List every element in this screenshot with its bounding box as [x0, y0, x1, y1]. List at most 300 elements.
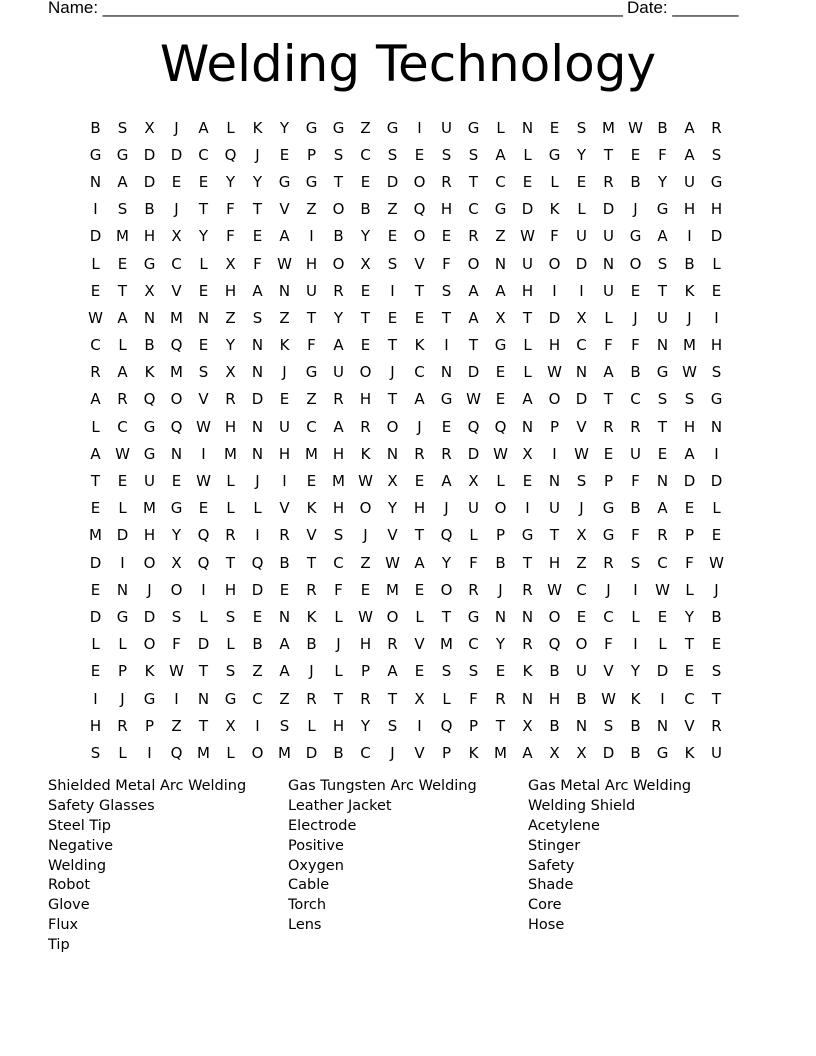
grid-letter: O: [386, 607, 399, 626]
grid-letter: S: [198, 363, 209, 382]
grid-letter: M: [224, 444, 237, 463]
grid-letter: E: [171, 472, 182, 491]
grid-letter: R: [333, 281, 344, 300]
grid-letter: T: [306, 553, 317, 572]
grid-letter: R: [603, 417, 614, 436]
grid-letter: O: [629, 254, 642, 273]
grid-letter: T: [657, 417, 668, 436]
word-list-item: Shielded Metal Arc Welding: [48, 778, 247, 794]
grid-letter: E: [360, 336, 371, 355]
grid-letter: L: [712, 499, 721, 518]
grid-letter: L: [307, 716, 316, 735]
header-line: [48, 0, 748, 20]
grid-letter: X: [414, 689, 425, 708]
grid-letter: C: [306, 417, 317, 436]
grid-letter: P: [495, 526, 506, 545]
grid-letter: W: [196, 417, 211, 436]
grid-letter: D: [197, 635, 210, 654]
grid-letter: D: [386, 172, 399, 191]
grid-letter: U: [711, 743, 722, 762]
grid-letter: L: [91, 254, 100, 273]
grid-letter: R: [333, 390, 344, 409]
grid-letter: L: [226, 743, 235, 762]
grid-letter: P: [468, 716, 479, 735]
grid-letter: V: [414, 635, 425, 654]
grid-letter: R: [441, 444, 452, 463]
grid-letter: G: [467, 607, 480, 626]
grid-letter: U: [522, 254, 533, 273]
grid-letter: L: [226, 118, 235, 137]
grid-letter: J: [633, 200, 638, 219]
grid-letter: Y: [252, 172, 263, 191]
grid-letter: F: [307, 336, 316, 355]
grid-letter: R: [603, 553, 614, 572]
grid-letter: X: [495, 308, 506, 327]
grid-letter: H: [710, 336, 723, 355]
grid-letter: K: [522, 662, 533, 681]
grid-letter: D: [656, 662, 669, 681]
grid-letter: B: [144, 336, 155, 355]
grid-letter: W: [115, 444, 130, 463]
grid-letter: O: [332, 254, 345, 273]
grid-letter: O: [548, 390, 561, 409]
grid-letter: T: [495, 716, 506, 735]
grid-letter: C: [657, 553, 668, 572]
grid-letter: G: [89, 145, 102, 164]
grid-letter: E: [441, 417, 452, 436]
grid-letter: N: [710, 417, 723, 436]
grid-letter: T: [198, 716, 209, 735]
grid-letter: X: [225, 716, 236, 735]
grid-letter: N: [494, 254, 507, 273]
grid-letter: B: [495, 553, 506, 572]
grid-letter: C: [414, 363, 425, 382]
grid-letter: C: [468, 635, 479, 654]
grid-letter: K: [414, 336, 425, 355]
grid-letter: G: [602, 526, 615, 545]
grid-letter: T: [711, 689, 722, 708]
grid-letter: R: [711, 716, 722, 735]
grid-letter: R: [360, 417, 371, 436]
grid-letter: T: [549, 526, 560, 545]
grid-letter: D: [89, 607, 102, 626]
grid-letter: E: [495, 363, 506, 382]
grid-letter: K: [684, 281, 695, 300]
word-list-item: Lens: [288, 917, 322, 934]
grid-letter: T: [684, 635, 695, 654]
grid-letter: T: [387, 689, 398, 708]
grid-letter: T: [468, 336, 479, 355]
grid-letter: G: [467, 118, 480, 137]
grid-letter: W: [655, 580, 670, 599]
grid-letter: Z: [252, 662, 263, 681]
grid-letter: D: [170, 145, 183, 164]
grid-letter: X: [522, 444, 533, 463]
grid-letter: I: [552, 444, 557, 463]
word-list-item: Welding: [48, 857, 107, 874]
grid-letter: A: [657, 227, 668, 246]
grid-letter: S: [468, 145, 479, 164]
grid-letter: L: [199, 254, 208, 273]
grid-letter: K: [468, 743, 479, 762]
grid-letter: D: [143, 607, 156, 626]
grid-letter: U: [333, 363, 344, 382]
grid-letter: B: [252, 635, 263, 654]
grid-letter: I: [282, 472, 287, 491]
grid-letter: B: [630, 172, 641, 191]
grid-letter: A: [495, 281, 506, 300]
grid-letter: I: [417, 716, 422, 735]
grid-letter: W: [601, 689, 616, 708]
grid-letter: J: [120, 689, 125, 708]
grid-letter: E: [306, 472, 317, 491]
grid-letter: L: [523, 145, 532, 164]
grid-letter: H: [224, 281, 237, 300]
grid-letter: L: [91, 635, 100, 654]
grid-letter: T: [522, 308, 533, 327]
grid-letter: E: [279, 390, 290, 409]
grid-letter: M: [305, 444, 318, 463]
grid-letter: K: [279, 336, 290, 355]
grid-letter: D: [710, 472, 723, 491]
grid-letter: A: [333, 336, 344, 355]
grid-letter: R: [603, 172, 614, 191]
grid-letter: T: [198, 662, 209, 681]
grid-letter: F: [253, 254, 262, 273]
grid-letter: O: [548, 607, 561, 626]
grid-letter: X: [576, 743, 587, 762]
grid-letter: A: [387, 662, 398, 681]
word-list-item: Flux: [48, 917, 79, 934]
word-list-item: Robot: [48, 877, 91, 894]
grid-letter: G: [629, 227, 642, 246]
grid-letter: H: [143, 526, 156, 545]
grid-letter: I: [255, 716, 260, 735]
grid-letter: G: [602, 499, 615, 518]
grid-letter: L: [415, 607, 424, 626]
grid-letter: R: [468, 227, 479, 246]
grid-letter: E: [684, 662, 695, 681]
grid-letter: V: [684, 716, 695, 735]
grid-letter: G: [548, 145, 561, 164]
grid-letter: B: [630, 743, 641, 762]
grid-letter: T: [603, 145, 614, 164]
grid-letter: E: [279, 145, 290, 164]
grid-letter: L: [577, 200, 586, 219]
grid-letter: T: [252, 200, 263, 219]
grid-letter: T: [603, 390, 614, 409]
grid-letter: M: [89, 526, 102, 545]
grid-letter: N: [440, 363, 453, 382]
grid-letter: O: [359, 363, 372, 382]
grid-letter: I: [633, 635, 638, 654]
grid-letter: A: [117, 172, 128, 191]
word-list-item: Stinger: [528, 837, 581, 854]
grid-letter: O: [359, 499, 372, 518]
grid-letter: E: [252, 607, 263, 626]
grid-letter: Q: [548, 635, 561, 654]
grid-letter: E: [414, 472, 425, 491]
grid-letter: B: [711, 607, 722, 626]
grid-letter: Q: [197, 526, 210, 545]
grid-letter: L: [226, 499, 235, 518]
grid-letter: J: [714, 580, 719, 599]
grid-letter: I: [552, 281, 557, 300]
grid-letter: Y: [279, 118, 290, 137]
grid-letter: Q: [170, 417, 183, 436]
grid-letter: D: [602, 200, 615, 219]
grid-letter: K: [306, 607, 317, 626]
grid-letter: W: [88, 308, 103, 327]
grid-letter: O: [143, 553, 156, 572]
grid-letter: A: [90, 444, 101, 463]
grid-letter: V: [198, 390, 209, 409]
grid-letter: E: [549, 118, 560, 137]
grid-letter: G: [305, 172, 318, 191]
grid-letter: B: [144, 200, 155, 219]
grid-letter: Y: [495, 635, 506, 654]
grid-letter: C: [360, 145, 371, 164]
grid-letter: D: [548, 308, 561, 327]
grid-letter: M: [386, 580, 399, 599]
grid-letter: Z: [306, 200, 317, 219]
grid-letter: E: [657, 607, 668, 626]
grid-letter: M: [494, 743, 507, 762]
grid-letter: E: [90, 281, 101, 300]
grid-letter: H: [224, 417, 237, 436]
word-list-item: Tip: [48, 937, 70, 954]
grid-letter: Z: [279, 308, 290, 327]
grid-letter: R: [306, 580, 317, 599]
grid-letter: Y: [225, 336, 236, 355]
grid-letter: Q: [170, 336, 183, 355]
grid-letter: S: [657, 254, 668, 273]
grid-letter: N: [278, 281, 291, 300]
grid-letter: C: [117, 417, 128, 436]
grid-letter: F: [550, 227, 559, 246]
grid-letter: D: [521, 200, 534, 219]
grid-letter: S: [90, 743, 101, 762]
grid-letter: A: [495, 145, 506, 164]
grid-letter: L: [334, 607, 343, 626]
grid-letter: F: [631, 336, 640, 355]
grid-letter: S: [441, 281, 452, 300]
grid-letter: G: [278, 172, 291, 191]
grid-letter: A: [279, 227, 290, 246]
grid-letter: J: [390, 743, 395, 762]
grid-letter: N: [656, 472, 669, 491]
grid-letter: U: [306, 281, 317, 300]
grid-letter: B: [576, 689, 587, 708]
grid-letter: O: [413, 172, 426, 191]
word-list-item: Gas Tungsten Arc Welding: [288, 778, 477, 794]
grid-letter: R: [522, 580, 533, 599]
grid-letter: E: [360, 172, 371, 191]
grid-letter: A: [684, 444, 695, 463]
word-search-grid: [82, 114, 730, 767]
grid-letter: C: [468, 200, 479, 219]
grid-letter: R: [225, 390, 236, 409]
grid-letter: O: [332, 200, 345, 219]
grid-letter: J: [363, 526, 368, 545]
grid-letter: G: [305, 363, 318, 382]
grid-letter: I: [417, 118, 422, 137]
grid-letter: U: [279, 417, 290, 436]
grid-letter: F: [658, 145, 667, 164]
grid-letter: I: [201, 580, 206, 599]
grid-letter: R: [360, 689, 371, 708]
grid-letter: E: [630, 145, 641, 164]
grid-letter: H: [548, 553, 561, 572]
grid-letter: L: [118, 499, 127, 518]
grid-letter: G: [170, 499, 183, 518]
grid-letter: V: [414, 743, 425, 762]
grid-letter: W: [682, 363, 697, 382]
grid-letter: W: [169, 662, 184, 681]
grid-letter: A: [468, 308, 479, 327]
grid-letter: R: [414, 444, 425, 463]
grid-letter: E: [198, 281, 209, 300]
grid-letter: D: [602, 743, 615, 762]
grid-letter: H: [89, 716, 102, 735]
grid-letter: E: [522, 472, 533, 491]
grid-letter: A: [522, 743, 533, 762]
grid-letter: O: [413, 227, 426, 246]
grid-letter: R: [441, 172, 452, 191]
word-list-item: Steel Tip: [48, 817, 112, 834]
grid-letter: E: [414, 308, 425, 327]
grid-letter: O: [548, 254, 561, 273]
grid-letter: W: [385, 553, 400, 572]
grid-letter: S: [711, 662, 722, 681]
grid-letter: A: [468, 281, 479, 300]
grid-letter: O: [170, 390, 183, 409]
grid-letter: X: [576, 308, 587, 327]
grid-letter: R: [522, 635, 533, 654]
grid-letter: F: [631, 526, 640, 545]
grid-letter: P: [549, 417, 560, 436]
grid-letter: H: [332, 444, 345, 463]
grid-letter: I: [93, 200, 98, 219]
grid-letter: I: [633, 580, 638, 599]
grid-letter: P: [306, 145, 317, 164]
grid-letter: L: [442, 689, 451, 708]
grid-letter: B: [630, 716, 641, 735]
grid-letter: T: [90, 472, 101, 491]
grid-letter: W: [520, 227, 535, 246]
grid-letter: E: [414, 145, 425, 164]
grid-letter: N: [170, 444, 183, 463]
grid-letter: V: [306, 526, 317, 545]
grid-letter: I: [309, 227, 314, 246]
grid-letter: S: [171, 607, 182, 626]
grid-letter: S: [387, 145, 398, 164]
grid-letter: U: [603, 227, 614, 246]
grid-letter: J: [336, 635, 341, 654]
grid-letter: C: [360, 743, 371, 762]
grid-letter: X: [549, 743, 560, 762]
grid-letter: N: [197, 308, 210, 327]
grid-letter: G: [143, 689, 156, 708]
grid-letter: C: [576, 580, 587, 599]
word-list-item: Shade: [528, 877, 574, 894]
grid-letter: G: [116, 145, 129, 164]
grid-letter: R: [117, 716, 128, 735]
grid-letter: E: [198, 172, 209, 191]
grid-letter: F: [442, 254, 451, 273]
grid-letter: L: [199, 607, 208, 626]
grid-letter: A: [684, 118, 695, 137]
grid-letter: S: [684, 390, 695, 409]
grid-letter: W: [628, 118, 643, 137]
grid-letter: S: [252, 308, 263, 327]
grid-letter: N: [89, 172, 102, 191]
word-list-item: Safety: [528, 857, 575, 874]
grid-letter: Z: [306, 390, 317, 409]
grid-letter: J: [309, 662, 314, 681]
grid-letter: R: [117, 390, 128, 409]
grid-letter: L: [604, 308, 613, 327]
grid-letter: H: [332, 499, 345, 518]
grid-letter: M: [683, 336, 696, 355]
grid-letter: D: [710, 227, 723, 246]
grid-letter: K: [252, 118, 263, 137]
grid-letter: C: [198, 145, 209, 164]
grid-letter: B: [549, 716, 560, 735]
grid-letter: Z: [225, 308, 236, 327]
grid-letter: D: [467, 444, 480, 463]
grid-letter: J: [633, 308, 638, 327]
grid-letter: W: [196, 472, 211, 491]
word-list-item: Oxygen: [288, 857, 344, 874]
grid-letter: U: [549, 499, 560, 518]
grid-letter: E: [414, 662, 425, 681]
grid-letter: A: [333, 417, 344, 436]
grid-letter: R: [495, 689, 506, 708]
grid-letter: I: [525, 499, 530, 518]
grid-letter: J: [147, 580, 152, 599]
grid-letter: G: [656, 363, 669, 382]
grid-letter: O: [386, 417, 399, 436]
grid-letter: Y: [576, 145, 587, 164]
grid-letter: I: [444, 336, 449, 355]
grid-letter: L: [631, 607, 640, 626]
grid-letter: A: [684, 145, 695, 164]
grid-letter: B: [279, 553, 290, 572]
grid-letter: E: [252, 227, 263, 246]
grid-letter: V: [387, 526, 398, 545]
word-list-item: Cable: [288, 877, 330, 894]
grid-letter: J: [174, 200, 179, 219]
word-list-item: Glove: [48, 897, 90, 914]
grid-letter: C: [252, 689, 263, 708]
grid-letter: C: [603, 607, 614, 626]
grid-letter: E: [630, 281, 641, 300]
grid-letter: Q: [440, 716, 453, 735]
word-list-item: Gas Metal Arc Welding: [528, 778, 692, 794]
grid-letter: J: [174, 118, 179, 137]
grid-letter: U: [468, 499, 479, 518]
grid-letter: M: [197, 743, 210, 762]
grid-letter: H: [359, 635, 372, 654]
grid-letter: T: [414, 526, 425, 545]
grid-letter: I: [714, 444, 719, 463]
grid-letter: W: [574, 444, 589, 463]
grid-letter: G: [656, 200, 669, 219]
grid-letter: E: [90, 662, 101, 681]
grid-letter: N: [251, 363, 264, 382]
grid-letter: L: [469, 526, 478, 545]
